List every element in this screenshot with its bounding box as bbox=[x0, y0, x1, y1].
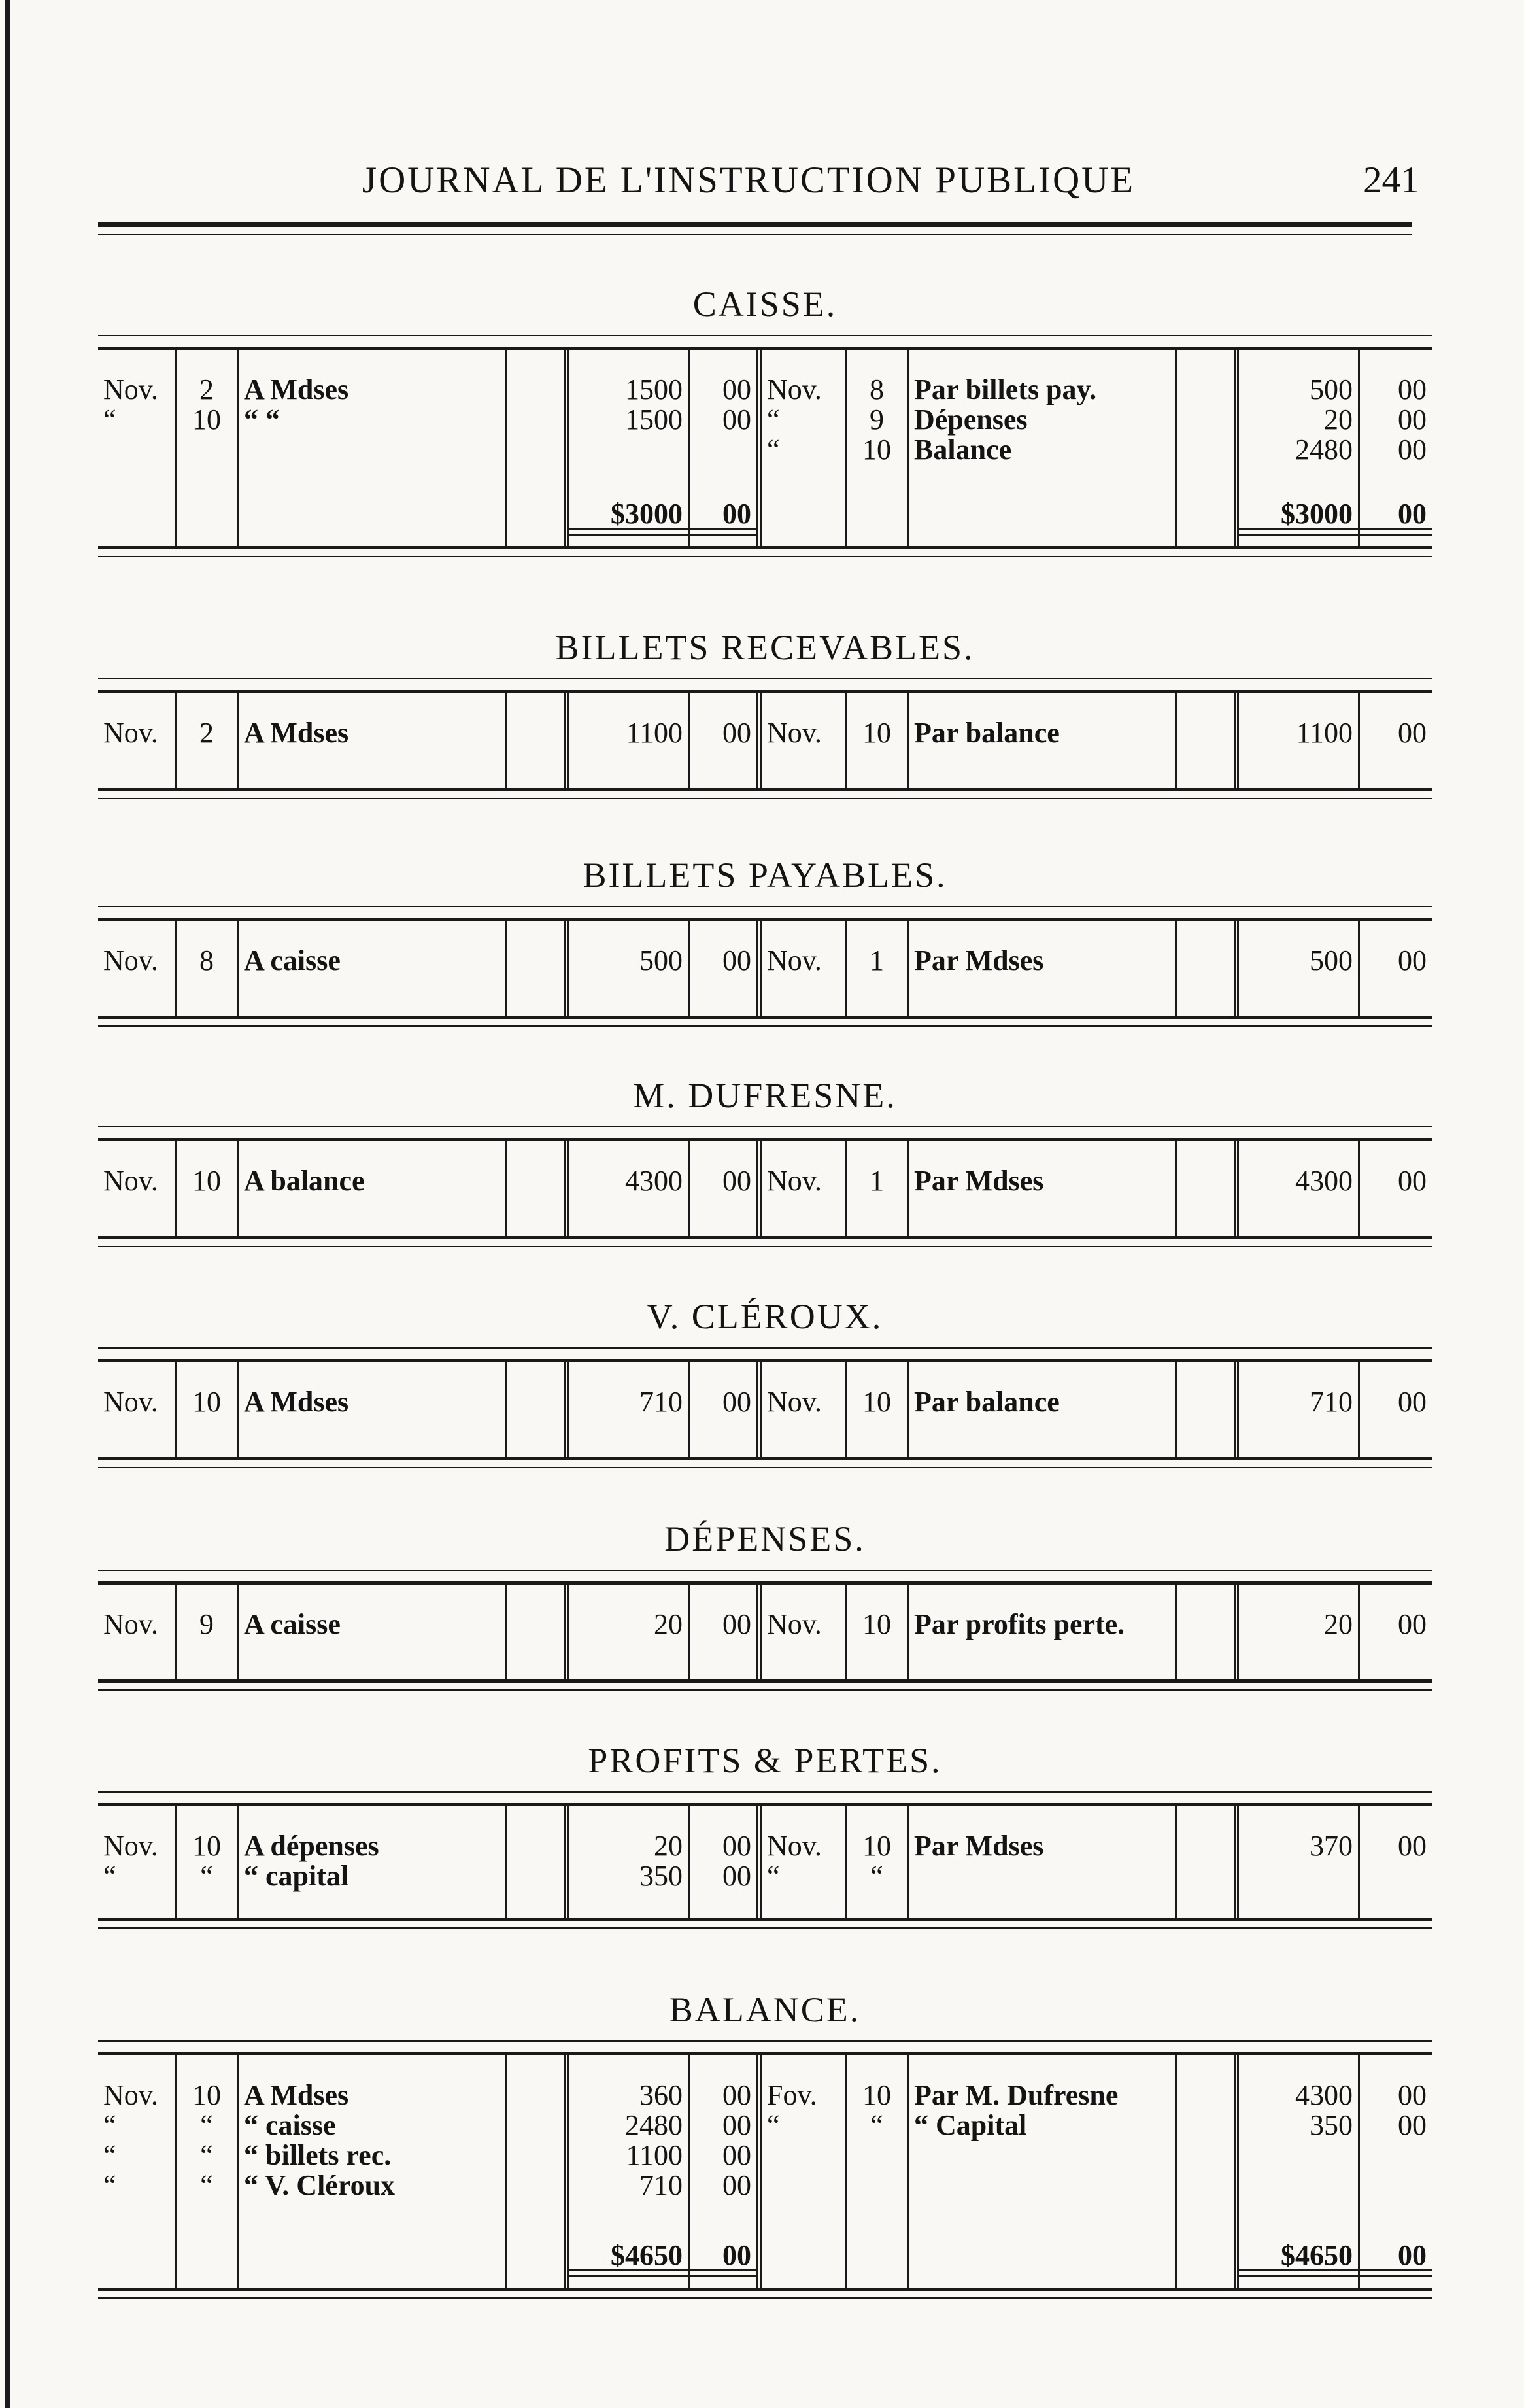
account-rule bbox=[98, 906, 1432, 907]
debit-day-line: 2 bbox=[199, 373, 214, 405]
account-rule bbox=[98, 678, 1432, 679]
credit-month-line: Fov. bbox=[767, 2079, 817, 2111]
debit-month-line: Nov. bbox=[103, 717, 158, 749]
debit-amount bbox=[569, 1806, 690, 1918]
debit-amount-line: 20 bbox=[654, 1608, 683, 1640]
credit-amount bbox=[1239, 350, 1360, 546]
credit-month bbox=[762, 1585, 847, 1679]
debit-amount bbox=[569, 921, 690, 1016]
credit-cents bbox=[1360, 2055, 1432, 2288]
debit-day bbox=[177, 1362, 239, 1457]
debit-cents bbox=[690, 921, 762, 1016]
account-title: BALANCE. bbox=[669, 1990, 861, 2029]
debit-month bbox=[98, 921, 177, 1016]
debit-day-line: 8 bbox=[199, 944, 214, 976]
debit-month-line: Nov. bbox=[103, 1608, 158, 1640]
ledger-grid bbox=[98, 1806, 1432, 1918]
debit-description-line: “ billets rec. bbox=[244, 2139, 392, 2171]
credit-day-line: 10 bbox=[862, 1386, 891, 1418]
debit-day-line: 10 bbox=[192, 404, 221, 436]
credit-month bbox=[762, 350, 847, 546]
credit-amount-line: 2480 bbox=[1295, 434, 1353, 466]
debit-month-line: “ bbox=[103, 1860, 116, 1892]
credit-day-line: 10 bbox=[862, 1830, 891, 1862]
debit-day-line: “ bbox=[200, 1860, 213, 1892]
credit-cents bbox=[1360, 921, 1432, 1016]
debit-description bbox=[239, 1806, 507, 1918]
credit-day bbox=[847, 1585, 909, 1679]
credit-month-line: “ bbox=[767, 2109, 780, 2141]
credit-folio bbox=[1177, 921, 1239, 1016]
credit-day-line: 9 bbox=[870, 404, 884, 436]
debit-folio bbox=[507, 350, 569, 546]
page-number: 241 bbox=[1363, 160, 1419, 201]
debit-day bbox=[177, 1806, 239, 1918]
debit-month bbox=[98, 2055, 177, 2288]
account-2 bbox=[98, 625, 1432, 799]
debit-amount-line: 710 bbox=[639, 2169, 683, 2201]
account-bottom-rule bbox=[98, 2288, 1432, 2291]
credit-amount-line: 4300 bbox=[1295, 2079, 1353, 2111]
debit-day-line: “ bbox=[200, 2139, 213, 2171]
credit-amount bbox=[1239, 1141, 1360, 1236]
debit-amount-line: 710 bbox=[639, 1386, 683, 1418]
debit-amount-line: 350 bbox=[639, 1860, 683, 1892]
credit-cents-line: 00 bbox=[1398, 944, 1427, 976]
debit-amount-line: 1500 bbox=[625, 404, 683, 436]
credit-month-line: Nov. bbox=[767, 944, 822, 976]
credit-description bbox=[909, 921, 1177, 1016]
account-title: V. CLÉROUX. bbox=[647, 1297, 883, 1336]
debit-cents bbox=[690, 693, 762, 788]
debit-cents-line: 00 bbox=[722, 944, 751, 976]
debit-amount-total: $3000 bbox=[611, 498, 683, 530]
credit-description-line: Balance bbox=[914, 434, 1012, 466]
credit-folio bbox=[1177, 350, 1239, 546]
ledger-grid bbox=[98, 2055, 1432, 2288]
credit-day-line: 8 bbox=[870, 373, 884, 405]
debit-amount-line: 2480 bbox=[625, 2109, 683, 2141]
account-bottom-rule bbox=[98, 1016, 1432, 1019]
credit-description-line: “ Capital bbox=[914, 2109, 1027, 2141]
account-bottom-rule-thin bbox=[98, 1927, 1432, 1929]
credit-amount-total: $3000 bbox=[1281, 498, 1353, 530]
debit-folio bbox=[507, 1806, 569, 1918]
running-head: JOURNAL DE L'INSTRUCTION PUBLIQUE bbox=[362, 160, 1136, 201]
credit-cents-line: 00 bbox=[1398, 1830, 1427, 1862]
debit-folio bbox=[507, 693, 569, 788]
credit-cents-line: 00 bbox=[1398, 2109, 1427, 2141]
debit-description bbox=[239, 1585, 507, 1679]
credit-month-line: “ bbox=[767, 404, 780, 436]
debit-month-line: “ bbox=[103, 404, 116, 436]
debit-folio bbox=[507, 1141, 569, 1236]
debit-month bbox=[98, 1585, 177, 1679]
debit-cents-line: 00 bbox=[722, 1165, 751, 1197]
credit-description-line: Par profits perte. bbox=[914, 1608, 1125, 1640]
credit-month-line: Nov. bbox=[767, 1165, 822, 1197]
debit-month-line: Nov. bbox=[103, 2079, 158, 2111]
ledger-grid bbox=[98, 1362, 1432, 1457]
debit-day bbox=[177, 1141, 239, 1236]
credit-cents-total: 00 bbox=[1398, 2239, 1427, 2271]
account-1 bbox=[98, 281, 1432, 557]
credit-amount bbox=[1239, 921, 1360, 1016]
credit-month-line: Nov. bbox=[767, 1608, 822, 1640]
credit-description-line: Par billets pay. bbox=[914, 373, 1097, 405]
credit-folio bbox=[1177, 2055, 1239, 2288]
debit-month-line: Nov. bbox=[103, 373, 158, 405]
total-rule-line bbox=[690, 534, 756, 536]
ledger-grid bbox=[98, 693, 1432, 788]
debit-cents-line: 00 bbox=[722, 1386, 751, 1418]
credit-amount-line: 20 bbox=[1324, 404, 1353, 436]
credit-description-line: Par Mdses bbox=[914, 944, 1044, 976]
debit-cents-line: 00 bbox=[722, 2109, 751, 2141]
account-rule bbox=[98, 1791, 1432, 1793]
debit-amount-total: $4650 bbox=[611, 2239, 683, 2271]
credit-cents-line: 00 bbox=[1398, 373, 1427, 405]
credit-day bbox=[847, 1141, 909, 1236]
credit-description-line: Par Mdses bbox=[914, 1830, 1044, 1862]
debit-description-line: A balance bbox=[244, 1165, 365, 1197]
total-rule-line bbox=[690, 2275, 756, 2277]
debit-day-line: “ bbox=[200, 2109, 213, 2141]
total-rule-line bbox=[1239, 534, 1358, 536]
account-3 bbox=[98, 852, 1432, 1027]
credit-month-line: Nov. bbox=[767, 717, 822, 749]
debit-description bbox=[239, 2055, 507, 2288]
credit-cents-line: 00 bbox=[1398, 1165, 1427, 1197]
debit-amount-line: 20 bbox=[654, 1830, 683, 1862]
debit-folio bbox=[507, 1362, 569, 1457]
debit-month bbox=[98, 1806, 177, 1918]
debit-cents-line: 00 bbox=[722, 2079, 751, 2111]
debit-cents bbox=[690, 1585, 762, 1679]
account-8 bbox=[98, 1987, 1432, 2299]
credit-description bbox=[909, 1585, 1177, 1679]
debit-description-line: “ capital bbox=[244, 1860, 349, 1892]
debit-day-line: 9 bbox=[199, 1608, 214, 1640]
debit-cents-line: 00 bbox=[722, 1608, 751, 1640]
credit-cents bbox=[1360, 1585, 1432, 1679]
debit-cents-line: 00 bbox=[722, 1830, 751, 1862]
credit-month-line: Nov. bbox=[767, 1830, 822, 1862]
credit-description bbox=[909, 1362, 1177, 1457]
credit-day bbox=[847, 693, 909, 788]
credit-cents bbox=[1360, 1806, 1432, 1918]
debit-day-line: 10 bbox=[192, 1165, 221, 1197]
credit-day bbox=[847, 1806, 909, 1918]
debit-month bbox=[98, 1141, 177, 1236]
credit-month-line: Nov. bbox=[767, 373, 822, 405]
debit-cents bbox=[690, 1806, 762, 1918]
credit-description bbox=[909, 2055, 1177, 2288]
debit-day bbox=[177, 921, 239, 1016]
credit-amount-line: 20 bbox=[1324, 1608, 1353, 1640]
credit-folio bbox=[1177, 1585, 1239, 1679]
ledger-grid bbox=[98, 921, 1432, 1016]
credit-amount-line: 350 bbox=[1310, 2109, 1353, 2141]
debit-day bbox=[177, 350, 239, 546]
debit-cents bbox=[690, 350, 762, 546]
account-bottom-rule bbox=[98, 1236, 1432, 1239]
account-bottom-rule-thin bbox=[98, 1467, 1432, 1468]
credit-month-line: Nov. bbox=[767, 1386, 822, 1418]
debit-amount bbox=[569, 1585, 690, 1679]
credit-amount-line: 500 bbox=[1310, 373, 1353, 405]
debit-description-line: A Mdses bbox=[244, 1386, 349, 1418]
debit-description-line: A Mdses bbox=[244, 373, 349, 405]
account-bottom-rule bbox=[98, 1918, 1432, 1921]
credit-day-line: 10 bbox=[862, 717, 891, 749]
credit-amount-line: 710 bbox=[1310, 1386, 1353, 1418]
credit-day-line: “ bbox=[870, 1860, 883, 1892]
debit-cents-total: 00 bbox=[722, 2239, 751, 2271]
total-rule-line bbox=[1239, 2275, 1358, 2277]
debit-description bbox=[239, 693, 507, 788]
debit-day-line: 10 bbox=[192, 1386, 221, 1418]
debit-amount-line: 1100 bbox=[626, 2139, 683, 2171]
credit-description-line: Par Mdses bbox=[914, 1165, 1044, 1197]
credit-description-line: Par balance bbox=[914, 717, 1060, 749]
debit-description bbox=[239, 1362, 507, 1457]
credit-cents bbox=[1360, 1141, 1432, 1236]
credit-day-line: “ bbox=[870, 2109, 883, 2141]
debit-month-line: Nov. bbox=[103, 1165, 158, 1197]
credit-description bbox=[909, 1806, 1177, 1918]
debit-cents-line: 00 bbox=[722, 2139, 751, 2171]
debit-description-line: A dépenses bbox=[244, 1830, 379, 1862]
credit-amount bbox=[1239, 2055, 1360, 2288]
credit-day bbox=[847, 921, 909, 1016]
credit-cents bbox=[1360, 350, 1432, 546]
credit-month bbox=[762, 921, 847, 1016]
debit-cents-total: 00 bbox=[722, 498, 751, 530]
account-6 bbox=[98, 1516, 1432, 1691]
debit-cents-line: 00 bbox=[722, 404, 751, 436]
credit-cents-line: 00 bbox=[1398, 2079, 1427, 2111]
debit-description bbox=[239, 350, 507, 546]
credit-folio bbox=[1177, 1141, 1239, 1236]
credit-cents bbox=[1360, 693, 1432, 788]
debit-day-line: 2 bbox=[199, 717, 214, 749]
account-bottom-rule-thin bbox=[98, 1025, 1432, 1027]
account-bottom-rule-thin bbox=[98, 1689, 1432, 1691]
debit-month bbox=[98, 1362, 177, 1457]
account-bottom-rule bbox=[98, 1679, 1432, 1683]
debit-description bbox=[239, 921, 507, 1016]
credit-month bbox=[762, 1806, 847, 1918]
debit-cents-line: 00 bbox=[722, 717, 751, 749]
credit-description-line: Par M. Dufresne bbox=[914, 2079, 1119, 2111]
debit-amount-line: 4300 bbox=[625, 1165, 683, 1197]
account-rule bbox=[98, 1126, 1432, 1127]
account-bottom-rule-thin bbox=[98, 1246, 1432, 1247]
debit-folio bbox=[507, 921, 569, 1016]
account-title: BILLETS PAYABLES. bbox=[583, 855, 947, 895]
debit-cents bbox=[690, 2055, 762, 2288]
credit-day-line: 1 bbox=[870, 944, 884, 976]
debit-description-line: A Mdses bbox=[244, 2079, 349, 2111]
account-rule bbox=[98, 1570, 1432, 1571]
total-rule-line bbox=[1360, 534, 1432, 536]
account-title: BILLETS RECEVABLES. bbox=[555, 628, 975, 667]
credit-month-line: “ bbox=[767, 1860, 780, 1892]
debit-amount-line: 1100 bbox=[626, 717, 683, 749]
debit-month bbox=[98, 693, 177, 788]
debit-cents-line: 00 bbox=[722, 373, 751, 405]
debit-day-line: “ bbox=[200, 2169, 213, 2201]
credit-day-line: 10 bbox=[862, 1608, 891, 1640]
credit-folio bbox=[1177, 1806, 1239, 1918]
credit-amount bbox=[1239, 1362, 1360, 1457]
credit-month bbox=[762, 693, 847, 788]
credit-month-line: “ bbox=[767, 434, 780, 466]
total-rule-line bbox=[569, 534, 688, 536]
credit-cents-line: 00 bbox=[1398, 1608, 1427, 1640]
debit-amount-line: 500 bbox=[639, 944, 683, 976]
debit-month-line: Nov. bbox=[103, 1386, 158, 1418]
credit-amount-total: $4650 bbox=[1281, 2239, 1353, 2271]
credit-description-line: Par balance bbox=[914, 1386, 1060, 1418]
credit-cents-total: 00 bbox=[1398, 498, 1427, 530]
credit-day-line: 10 bbox=[862, 2079, 891, 2111]
debit-cents-line: 00 bbox=[722, 2169, 751, 2201]
debit-day-line: 10 bbox=[192, 2079, 221, 2111]
debit-description-line: A caisse bbox=[244, 1608, 341, 1640]
debit-amount bbox=[569, 2055, 690, 2288]
debit-amount bbox=[569, 1362, 690, 1457]
credit-description bbox=[909, 693, 1177, 788]
debit-month-line: “ bbox=[103, 2169, 116, 2201]
credit-description bbox=[909, 350, 1177, 546]
credit-amount bbox=[1239, 693, 1360, 788]
credit-day-line: 1 bbox=[870, 1165, 884, 1197]
credit-month bbox=[762, 2055, 847, 2288]
account-bottom-rule-thin bbox=[98, 2297, 1432, 2299]
debit-amount bbox=[569, 693, 690, 788]
debit-folio bbox=[507, 2055, 569, 2288]
debit-month-line: Nov. bbox=[103, 944, 158, 976]
credit-description bbox=[909, 1141, 1177, 1236]
debit-amount bbox=[569, 350, 690, 546]
debit-description-line: A caisse bbox=[244, 944, 341, 976]
debit-amount-line: 360 bbox=[639, 2079, 683, 2111]
debit-month-line: “ bbox=[103, 2109, 116, 2141]
account-title: M. DUFRESNE. bbox=[633, 1076, 897, 1115]
debit-month-line: Nov. bbox=[103, 1830, 158, 1862]
account-rule bbox=[98, 335, 1432, 336]
debit-month bbox=[98, 350, 177, 546]
debit-description-line: “ caisse bbox=[244, 2109, 336, 2141]
account-title: PROFITS & PERTES. bbox=[588, 1741, 942, 1780]
credit-amount-line: 500 bbox=[1310, 944, 1353, 976]
credit-day bbox=[847, 2055, 909, 2288]
debit-description-line: “ “ bbox=[244, 404, 280, 436]
debit-month-line: “ bbox=[103, 2139, 116, 2171]
debit-cents bbox=[690, 1362, 762, 1457]
account-5 bbox=[98, 1294, 1432, 1468]
credit-cents-line: 00 bbox=[1398, 434, 1427, 466]
credit-cents-line: 00 bbox=[1398, 717, 1427, 749]
debit-description-line: A Mdses bbox=[244, 717, 349, 749]
page-binding-edge bbox=[5, 0, 10, 2408]
header-rule bbox=[98, 222, 1412, 227]
credit-day-line: 10 bbox=[862, 434, 891, 466]
debit-description-line: “ V. Cléroux bbox=[244, 2169, 396, 2201]
debit-folio bbox=[507, 1585, 569, 1679]
ledger-grid bbox=[98, 1141, 1432, 1236]
credit-amount-line: 4300 bbox=[1295, 1165, 1353, 1197]
debit-cents bbox=[690, 1141, 762, 1236]
account-bottom-rule bbox=[98, 1457, 1432, 1460]
credit-folio bbox=[1177, 693, 1239, 788]
credit-day bbox=[847, 1362, 909, 1457]
credit-month bbox=[762, 1141, 847, 1236]
credit-cents bbox=[1360, 1362, 1432, 1457]
account-title: CAISSE. bbox=[692, 284, 838, 324]
debit-day-line: 10 bbox=[192, 1830, 221, 1862]
account-4 bbox=[98, 1073, 1432, 1247]
debit-amount bbox=[569, 1141, 690, 1236]
debit-description bbox=[239, 1141, 507, 1236]
account-7 bbox=[98, 1738, 1432, 1929]
account-rule bbox=[98, 2040, 1432, 2042]
debit-day bbox=[177, 693, 239, 788]
account-title: DÉPENSES. bbox=[664, 1519, 866, 1558]
header-rule-thin bbox=[98, 234, 1412, 235]
credit-cents-line: 00 bbox=[1398, 1386, 1427, 1418]
account-bottom-rule-thin bbox=[98, 556, 1432, 557]
credit-folio bbox=[1177, 1362, 1239, 1457]
debit-amount-line: 1500 bbox=[625, 373, 683, 405]
credit-amount bbox=[1239, 1806, 1360, 1918]
debit-cents-line: 00 bbox=[722, 1860, 751, 1892]
credit-day bbox=[847, 350, 909, 546]
account-rule bbox=[98, 1347, 1432, 1349]
credit-month bbox=[762, 1362, 847, 1457]
total-rule-line bbox=[569, 2275, 688, 2277]
ledger-grid bbox=[98, 350, 1432, 546]
ledger-grid bbox=[98, 1585, 1432, 1679]
debit-day bbox=[177, 1585, 239, 1679]
credit-cents-line: 00 bbox=[1398, 404, 1427, 436]
account-bottom-rule-thin bbox=[98, 798, 1432, 799]
total-rule-line bbox=[1360, 2275, 1432, 2277]
credit-amount-line: 370 bbox=[1310, 1830, 1353, 1862]
credit-description-line: Dépenses bbox=[914, 404, 1028, 436]
debit-day bbox=[177, 2055, 239, 2288]
account-bottom-rule bbox=[98, 546, 1432, 549]
account-bottom-rule bbox=[98, 788, 1432, 791]
credit-amount-line: 1100 bbox=[1296, 717, 1353, 749]
credit-amount bbox=[1239, 1585, 1360, 1679]
